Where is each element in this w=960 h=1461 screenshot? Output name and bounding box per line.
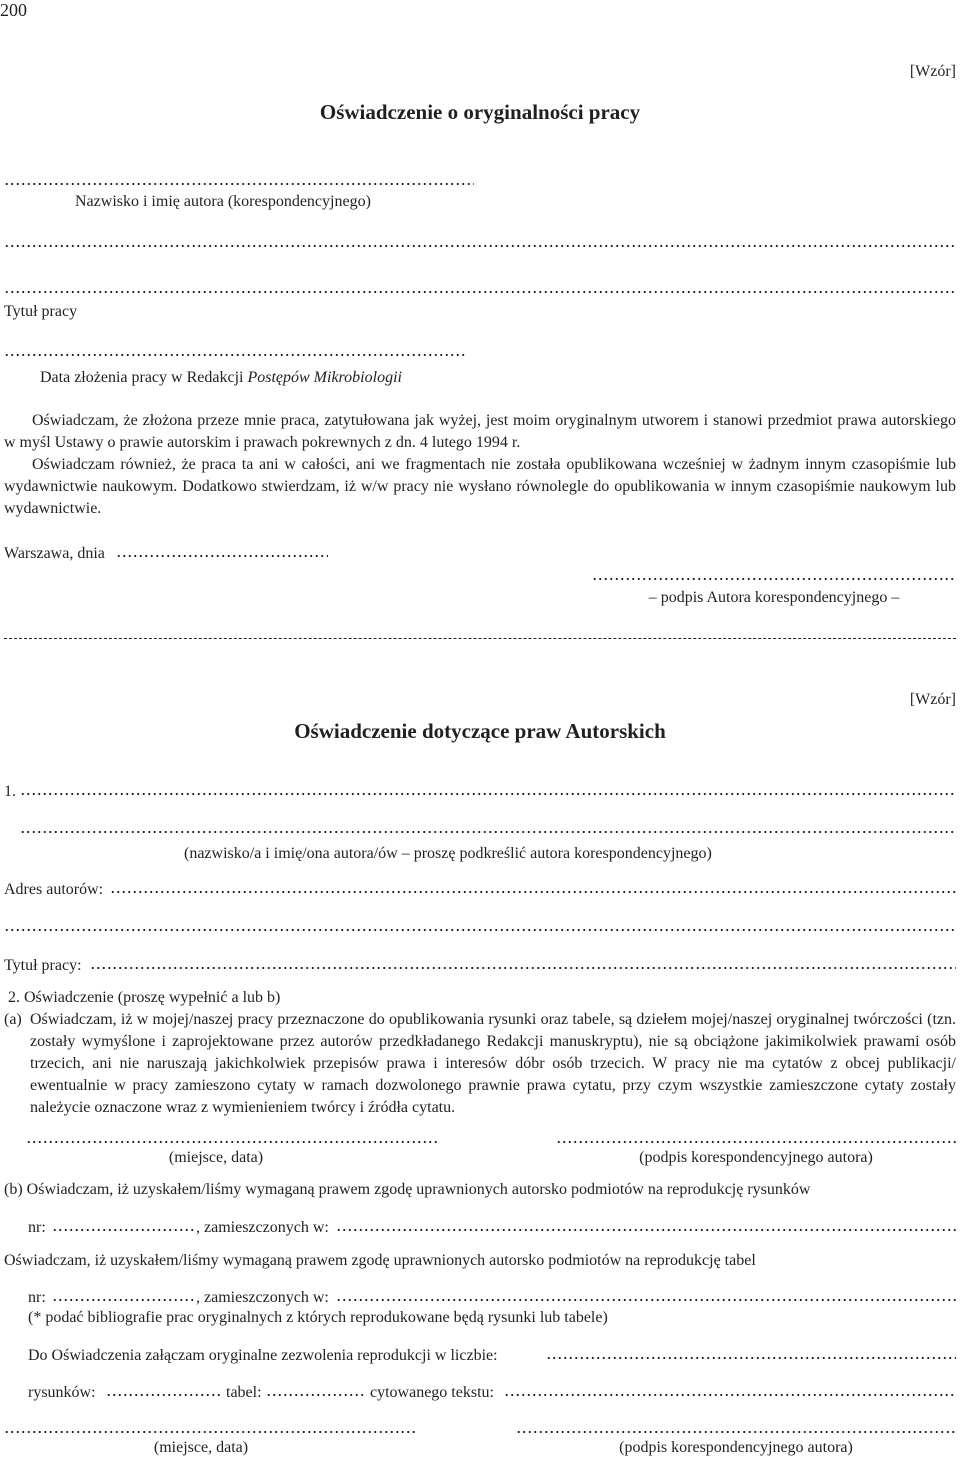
form-title-2: Oświadczenie dotyczące praw Autorskich [294, 719, 666, 743]
form-tag-2: [Wzór] [909, 691, 956, 708]
corr-signature-label-b: (podpis korespondencyjnego autora) [619, 1439, 853, 1456]
tables-statement: Oświadczam, iż uzyskałem/liśmy wymaganą prawem zgodę uprawnionych autorsko podmiotów na reprodukcję tabel [4, 1252, 756, 1269]
tables-nr-field[interactable] [52, 1298, 196, 1302]
date-field[interactable] [116, 554, 328, 558]
place-date-field-b[interactable] [4, 1430, 418, 1434]
address-field-2[interactable] [4, 928, 956, 932]
form-title: Oświadczenie o oryginalności pracy [319, 100, 641, 124]
tables-placed-label: , zamieszczonych w: [196, 1289, 329, 1306]
work-title-label: Tytuł pracy [4, 303, 78, 320]
names-field[interactable] [20, 792, 956, 796]
drawings-nr-label: nr: [28, 1219, 46, 1236]
option-a-statement: Oświadczam, iż w mojej/naszej pracy przeznaczone do opublikowania rysunki oraz tabele, są dziełem mojej/naszej oryginalnej twórczości (tzn. zostały wymyślone i zaprojektowane przez autorów przedkładanego Redakcji manuskryptu), nie są obciążone jakimikolwiek prawami osób trzecich, ani nie naruszają jakichkolwiek przepisów prawa i interesów dóbr osób trzecich. W pracy nie ma cytatów z obcej publikacji/ ewentualnie w pracy zamieszono cytaty w ramach dozwolonego prawnie prawa cytatu, przy czym wszystkie zamieszczone cytaty zostały należycie oznaczone wraz z wymienieniem twórcy i źródła cytatu. [30, 1011, 956, 1116]
attachments-field[interactable] [546, 1356, 956, 1360]
place-date-label-b: (miejsce, data) [153, 1439, 249, 1456]
cut-line [4, 638, 956, 639]
option-b-statement: (b) Oświadczam, iż uzyskałem/liśmy wymaganą prawem zgodę uprawnionych autorsko podmiotów na reprodukcję rysunków [4, 1181, 811, 1198]
signature-field[interactable] [592, 577, 956, 581]
names-field-2[interactable] [20, 830, 956, 834]
tables-nr-label: nr: [28, 1289, 46, 1306]
form-tag: [Wzór] [909, 63, 956, 80]
drawings-count-field[interactable] [106, 1393, 220, 1397]
originality-statement: Oświadczam, że złożona przeze mnie praca, zatytułowana jak wyżej, jest moim oryginalnym utworem i stanowi przedmiot prawa autorskiego w myśl Ustawy o prawie autorskim i prawach pokrewnych z dn. 4 lutego 1994 r. [4, 412, 956, 451]
bibliography-note: (* podać bibliografie prac oryginalnych z których reprodukowane będą rysunki lub tabele) [28, 1309, 608, 1326]
option-a-marker: (a) [4, 1011, 22, 1028]
author-name-field[interactable] [4, 182, 474, 186]
tables-count-field[interactable] [266, 1393, 364, 1397]
page-number: 200 [0, 0, 27, 20]
work-title-field-2[interactable] [4, 290, 956, 294]
names-label: (nazwisko/a i imię/ona autora/ów – proszę podkreślić autora korespondencyjnego) [184, 845, 712, 862]
corr-signature-field-a[interactable] [556, 1140, 956, 1144]
address-field[interactable] [110, 890, 956, 894]
corr-signature-field-b[interactable] [516, 1430, 956, 1434]
attachments-label: Do Oświadczenia załączam oryginalne zezwolenia reprodukcji w liczbie: [28, 1347, 498, 1364]
item-1-number: 1. [4, 783, 16, 800]
drawings-count-label: rysunków: [28, 1384, 96, 1401]
place-date-field-a[interactable] [26, 1140, 440, 1144]
tables-placed-field[interactable] [336, 1298, 956, 1302]
item-2-heading: 2. Oświadczenie (proszę wypełnić a lub b) [8, 989, 281, 1006]
title-field[interactable] [90, 966, 956, 970]
signature-label: – podpis Autora korespondencyjnego – [648, 589, 900, 606]
quoted-text-field[interactable] [504, 1393, 956, 1397]
work-title-field[interactable] [4, 244, 956, 248]
non-publication-statement: Oświadczam również, że praca ta ani w całości, ani we fragmentach nie została opublikowana wcześniej w żadnym innym czasopiśmie lub wydawnictwie naukowym. Dodatkowo stwierdzam, iż w/w pracy nie wysłano równolegle do opublikowania w innym czasopiśmie naukowym lub wydawnictwie. [4, 456, 956, 517]
quoted-text-label: cytowanego tekstu: [370, 1384, 494, 1401]
submission-date-label: Data złożenia pracy w Redakcji Postępów Mikrobiologii [40, 369, 402, 386]
drawings-nr-field[interactable] [52, 1228, 196, 1232]
submission-date-field[interactable] [4, 353, 466, 357]
place-date-label-a: (miejsce, data) [168, 1149, 264, 1166]
drawings-placed-label: , zamieszczonych w: [196, 1219, 329, 1236]
address-label: Adres autorów: [4, 881, 104, 898]
tables-count-label: tabel: [226, 1384, 262, 1401]
corr-signature-label-a: (podpis korespondencyjnego autora) [639, 1149, 873, 1166]
title-label: Tytuł pracy: [4, 957, 82, 974]
place-date-label: Warszawa, dnia [4, 545, 105, 562]
author-name-label: Nazwisko i imię autora (korespondencyjnego) [75, 193, 371, 210]
drawings-placed-field[interactable] [336, 1228, 956, 1232]
